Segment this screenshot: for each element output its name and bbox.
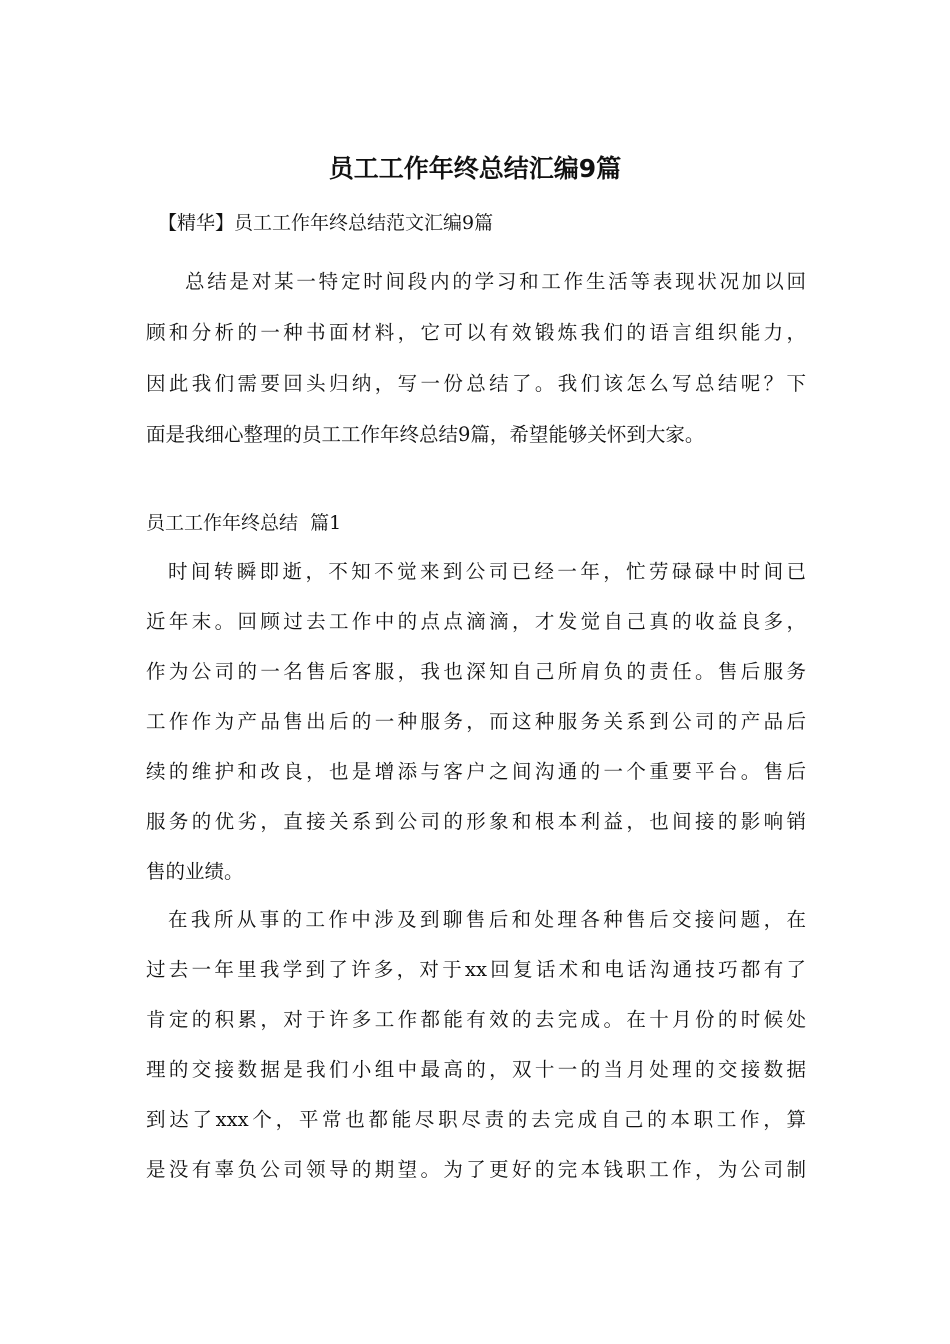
section-heading: 员工工作年终总结 篇1	[146, 512, 342, 534]
intro-line: 顾和分析的一种书面材料，它可以有效锻炼我们的语言组织能力，	[146, 321, 806, 344]
paragraph-line: 时间转瞬即逝，不知不觉来到公司已经一年，忙劳碌碌中时间已	[168, 560, 806, 583]
intro-line: 因此我们需要回头归纳，写一份总结了。我们该怎么写总结呢？下	[146, 372, 806, 395]
body-paragraph-1	[146, 547, 806, 897]
paragraph-line: 工作作为产品售出后的一种服务，而这种服务关系到公司的产品后	[146, 710, 806, 733]
paragraph-line: 肯定的积累，对于许多工作都能有效的去完成。在十月份的时候处	[146, 1008, 806, 1031]
document-title: 员工工作年终总结汇编9篇	[328, 154, 622, 183]
paragraph-line: 售的业绩。	[146, 860, 244, 883]
paragraph-line: 理的交接数据是我们小组中最高的，双十一的当月处理的交接数据	[146, 1058, 806, 1081]
document-subtitle: 【精华】员工工作年终总结范文汇编9篇	[158, 212, 494, 234]
paragraph-line: 作为公司的一名售后客服，我也深知自己所肩负的责任。售后服务	[146, 660, 806, 683]
intro-line: 面是我细心整理的员工工作年终总结9篇，希望能够关怀到大家。	[146, 423, 705, 446]
paragraph-line: 续的维护和改良，也是增添与客户之间沟通的一个重要平台。售后	[146, 760, 806, 783]
paragraph-line: 近年末。回顾过去工作中的点点滴滴，才发觉自己真的收益良多，	[146, 610, 806, 633]
paragraph-line: 在我所从事的工作中涉及到聊售后和处理各种售后交接问题，在	[168, 908, 806, 931]
intro-paragraph	[146, 256, 806, 460]
body-paragraph-2	[146, 895, 806, 1195]
paragraph-line: 到达了xxx个，平常也都能尽职尽责的去完成自己的本职工作，算	[146, 1108, 806, 1131]
paragraph-line: 是没有辜负公司领导的期望。为了更好的完本钱职工作，为公司制	[146, 1158, 806, 1181]
paragraph-line: 服务的优劣，直接关系到公司的形象和根本利益，也间接的影响销	[146, 810, 806, 833]
intro-line: 总结是对某一特定时间段内的学习和工作生活等表现状况加以回	[185, 270, 806, 293]
paragraph-line: 过去一年里我学到了许多，对于xx回复话术和电话沟通技巧都有了	[146, 958, 806, 981]
